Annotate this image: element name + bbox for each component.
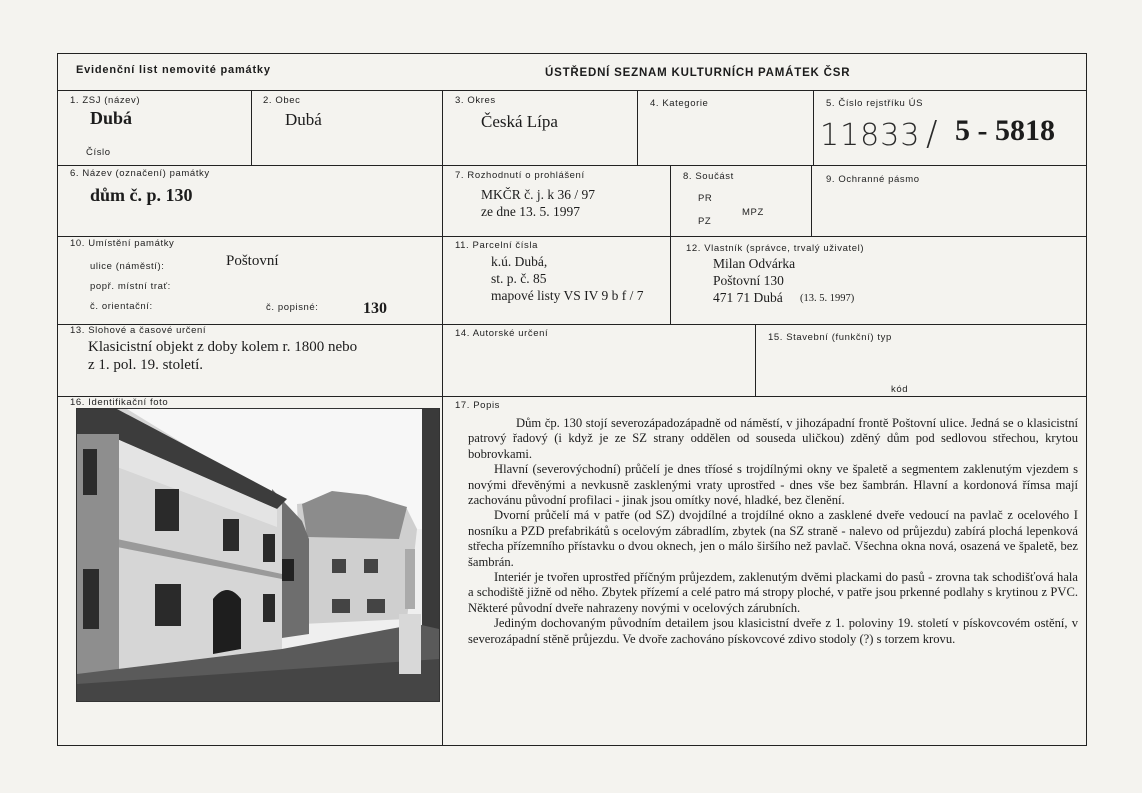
description-paragraph: Jediným dochovaným původním detailem jsou klasicistní dveře z 1. poloviny 19. století v pískovcovém ostění, v severozápadní stěně průjezdu. Ve dvoře zachováno pískovcové zdivo stodoly (?) s torzem krovu. xyxy=(468,616,1078,646)
field-8-label: 8. Součást xyxy=(683,171,734,182)
field-5-label: 5. Číslo rejstříku ÚS xyxy=(826,98,924,109)
field-16-label: 16. Identifikační foto xyxy=(70,397,169,408)
field-2-value: Dubá xyxy=(285,110,322,129)
field-9-label: 9. Ochranné pásmo xyxy=(826,174,920,185)
field-15-code-label: kód xyxy=(891,384,909,395)
field-13-line2: z 1. pol. 19. století. xyxy=(88,357,203,373)
rule-row2 xyxy=(57,236,1087,237)
field-11-line3: mapové listy VS IV 9 b f / 7 xyxy=(491,288,644,303)
field-6-label: 6. Název (označení) památky xyxy=(70,168,210,179)
field-10-descr-value: 130 xyxy=(363,300,387,317)
field-10-street-value: Poštovní xyxy=(226,253,279,269)
rule-v5 xyxy=(670,165,671,324)
field-7-line2: ze dne 13. 5. 1997 xyxy=(481,204,580,219)
field-1-sub-label: Číslo xyxy=(86,147,111,158)
rule-v8 xyxy=(442,396,443,746)
field-12-date: (13. 5. 1997) xyxy=(800,293,855,304)
rule-v2 xyxy=(442,90,443,396)
field-10-descr-label: č. popisné: xyxy=(266,302,319,313)
field-7-line1: MKČR č. j. k 36 / 97 xyxy=(481,187,596,202)
rule-v3 xyxy=(637,90,638,165)
field-5-value: 5 - 5818 xyxy=(955,114,1055,147)
field-8-pr: PR xyxy=(698,193,713,204)
field-12-line1: Milan Odvárka xyxy=(713,256,796,271)
rule-v7 xyxy=(755,324,756,396)
form-title: Evidenční list nemovité památky xyxy=(76,64,271,76)
rule-row1 xyxy=(57,165,1087,166)
field-11-label: 11. Parcelní čísla xyxy=(455,240,538,251)
field-12-line2: Poštovní 130 xyxy=(713,273,784,288)
description-paragraph: Hlavní (severovýchodní) průčelí je dnes tříosé s trojdílnými okny ve špaletě a segmentem zaklenutým vjezdem s novými dřevěnými a nevkusně zasklenými vraty uprostřed - dnes vše bez šambrán. Hlavní a kordonová římsa mají zachovánu původní profilaci - jinak jsou omítky nové, hladké, bez členění. xyxy=(468,462,1078,508)
field-10-local-label: popř. místní trať: xyxy=(90,281,171,292)
field-3-value: Česká Lípa xyxy=(481,112,558,131)
field-10-orient-label: č. orientační: xyxy=(90,301,153,312)
field-10-label: 10. Umístění památky xyxy=(70,238,175,249)
rule-header xyxy=(57,90,1087,91)
field-11-line1: k.ú. Dubá, xyxy=(491,254,548,269)
rule-v1 xyxy=(251,90,252,165)
field-3-label: 3. Okres xyxy=(455,95,496,106)
field-5-slash: / xyxy=(926,114,939,154)
field-12-label: 12. Vlastník (správce, trvalý uživatel) xyxy=(686,243,865,254)
field-2-label: 2. Obec xyxy=(263,95,301,106)
field-6-value: dům č. p. 130 xyxy=(90,185,193,205)
identification-photo xyxy=(76,408,440,702)
field-12-line3: 471 71 Dubá xyxy=(713,290,783,305)
field-13-line1: Klasicistní objekt z doby kolem r. 1800 nebo xyxy=(88,339,358,355)
field-17-label: 17. Popis xyxy=(455,400,501,411)
field-10-street-label: ulice (náměstí): xyxy=(90,261,165,272)
field-8-mpz: MPZ xyxy=(742,207,764,218)
rule-v6 xyxy=(811,165,812,236)
description-paragraph: Interiér je tvořen uprostřed příčným průjezdem, zaklenutým dvěmi plackami do pasů - zrovna tak schodišťová hala a schodiště jižně od něho. Zbytek přízemí a celé patro má stropy ploché, v patře jsou prkenné podlahy s krytinou z PVC. Některé původní dveře nahrazeny novými v ocelových zárubních. xyxy=(468,570,1078,615)
field-15-label: 15. Stavební (funkční) typ xyxy=(768,332,892,343)
field-7-label: 7. Rozhodnutí o prohlášení xyxy=(455,170,585,181)
street-photo-image xyxy=(77,409,439,701)
field-11-line2: st. p. č. 85 xyxy=(491,271,547,286)
field-13-label: 13. Slohové a časové určení xyxy=(70,325,207,336)
field-1-label: 1. ZSJ (název) xyxy=(70,95,141,106)
rule-v4 xyxy=(813,90,814,165)
field-5-handwritten: 11833 xyxy=(820,118,921,153)
rule-row3 xyxy=(57,324,1087,325)
description-paragraph: Dům čp. 130 stojí severozápadozápadně od náměstí, v jihozápadní frontě Poštovní ulice. Jedná se o klasicistní patrový řadový (i když je ze SZ strany oddělen od souseda uličkou) zděný dům pod sedlovou střechou, krytou bobrovkami. xyxy=(468,416,1078,461)
field-8-pz: PZ xyxy=(698,216,712,227)
description-text xyxy=(468,416,1078,647)
rule-row4 xyxy=(57,396,1087,397)
field-1-value: Dubá xyxy=(90,108,133,128)
field-14-label: 14. Autorské určení xyxy=(455,328,549,339)
registry-title: ÚSTŘEDNÍ SEZNAM KULTURNÍCH PAMÁTEK ČSR xyxy=(545,67,851,79)
description-paragraph: Dvorní průčelí má v patře (od SZ) dvojdílné a trojdílné okno a zasklené dveře vedoucí na pavlač z ocelového I nosníku a PZD prefabrikátů s ocelovým zábradlím, zbytek (na SZ straně - nalevo od průjezdu) zabírá plochá lepenková střecha přízemního přístavku o dvou oknech, jen o málo širšího než pavlač. Všechna okna nová, osazená ve špaletě, bez šambrán. xyxy=(468,508,1078,569)
field-4-label: 4. Kategorie xyxy=(650,98,709,109)
